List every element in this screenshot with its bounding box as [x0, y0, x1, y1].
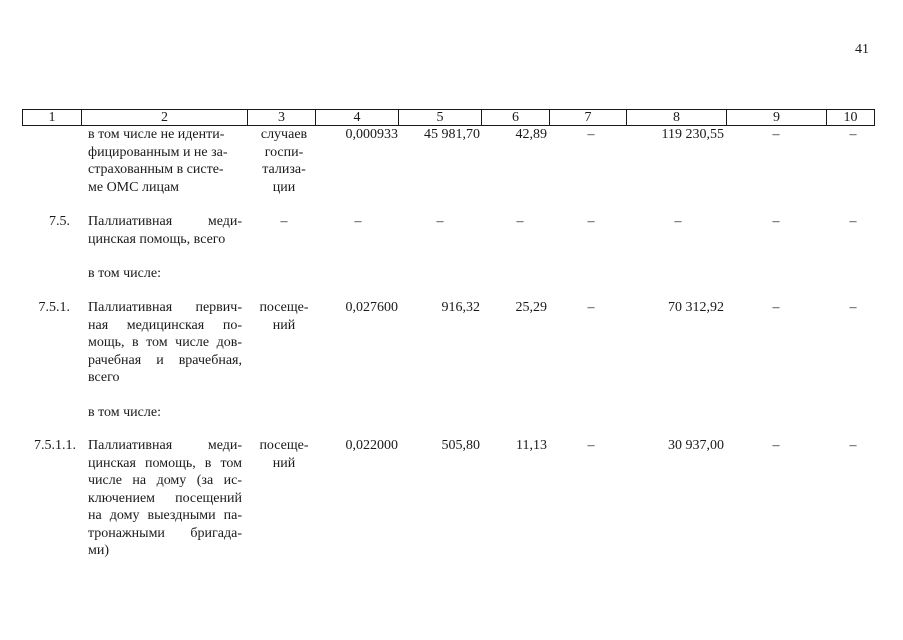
row-value-col9: – [772, 300, 780, 315]
row-number: 7.5.1.1. [34, 438, 76, 453]
row-value-col6: 42,89 [515, 127, 547, 142]
row-unit [256, 299, 312, 334]
column-header-9: 9 [727, 110, 827, 126]
row-name [88, 437, 242, 560]
row-number: 7.5.1. [38, 300, 70, 315]
row-value-col8: – [674, 214, 682, 229]
row-name-line: цинская помощь, в том [88, 455, 242, 471]
row-sublabel: в том числе: [88, 405, 161, 420]
row-unit-line: тализа- [262, 162, 306, 177]
row-value-col10: – [849, 127, 857, 142]
row-name-line: рачебная и врачебная, [88, 352, 242, 368]
column-header-table [22, 109, 875, 126]
row-name-line: числе на дому (за ис- [88, 473, 242, 488]
row-name-line: мощь, в том числе дов- [88, 335, 242, 350]
row-unit-line: случаев [260, 127, 308, 142]
column-header-1: 1 [23, 110, 82, 126]
column-header-5: 5 [399, 110, 482, 126]
row-value-col8: 70 312,92 [668, 300, 724, 315]
row-value-col8: 119 230,55 [661, 127, 724, 142]
row-value-col8: 30 937,00 [668, 438, 724, 453]
column-header-6: 6 [482, 110, 550, 126]
row-unit [256, 437, 312, 472]
row-name [88, 213, 242, 248]
row-unit-line: – [280, 214, 288, 229]
page-number: 41 [855, 42, 869, 57]
row-unit-line: посеще- [259, 438, 309, 453]
row-name [88, 299, 242, 387]
row-value-col4: 0,027600 [345, 300, 398, 315]
row-name-line: тронажными бригада- [88, 525, 242, 541]
row-value-col4: 0,022000 [345, 438, 398, 453]
row-name-line: ключением посещений [88, 490, 242, 506]
column-header-7: 7 [550, 110, 627, 126]
column-header-row [23, 110, 875, 126]
column-header-4: 4 [316, 110, 399, 126]
row-unit-line: госпи- [264, 144, 304, 160]
row-value-col5: 505,80 [441, 438, 480, 453]
row-name-line: страхованным в систе- [88, 162, 224, 177]
row-unit [256, 126, 312, 196]
row-value-col6: – [516, 214, 524, 229]
row-unit-line: посеще- [259, 300, 309, 315]
row-name-line: Паллиативная первич- [88, 300, 242, 315]
row-value-col6: 11,13 [516, 438, 547, 453]
row-sublabel: в том числе: [88, 266, 161, 281]
row-value-col6: 25,29 [515, 300, 547, 315]
row-value-col10: – [849, 300, 857, 315]
row-value-col7: – [587, 300, 595, 315]
column-header-3: 3 [248, 110, 316, 126]
row-value-col9: – [772, 438, 780, 453]
row-name-line: ная медицинская по- [88, 317, 242, 333]
row-value-col10: – [849, 438, 857, 453]
row-name-line: всего [88, 370, 120, 385]
row-unit [256, 213, 312, 231]
row-value-col5: – [436, 214, 444, 229]
column-header-10: 10 [827, 110, 875, 126]
row-name [88, 126, 242, 196]
row-name-line: Паллиативная меди- [88, 214, 242, 229]
row-value-col5: 45 981,70 [424, 127, 480, 142]
row-value-col10: – [849, 214, 857, 229]
column-header-8: 8 [627, 110, 727, 126]
row-name-line: ме ОМС лицам [88, 179, 180, 195]
row-value-col9: – [772, 127, 780, 142]
row-name-line: на дому выездными па- [88, 508, 242, 523]
row-number: 7.5. [49, 214, 70, 229]
row-unit-line: ний [272, 455, 296, 471]
row-name-line: в том числе не иденти- [88, 127, 225, 142]
row-value-col7: – [587, 438, 595, 453]
row-value-col9: – [772, 214, 780, 229]
row-unit-line: ний [272, 317, 296, 333]
column-header-2: 2 [82, 110, 248, 126]
row-name-line: ми) [88, 543, 110, 558]
row-name-line: цинская помощь, всего [88, 231, 226, 247]
row-value-col5: 916,32 [441, 300, 480, 315]
row-name-line: Паллиативная меди- [88, 438, 242, 453]
row-value-col4: 0,000933 [345, 127, 398, 142]
row-value-col7: – [587, 127, 595, 142]
row-value-col7: – [587, 214, 595, 229]
row-unit-line: ции [272, 179, 296, 195]
row-name-line: фицированным и не за- [88, 144, 228, 160]
row-value-col4: – [354, 214, 362, 229]
